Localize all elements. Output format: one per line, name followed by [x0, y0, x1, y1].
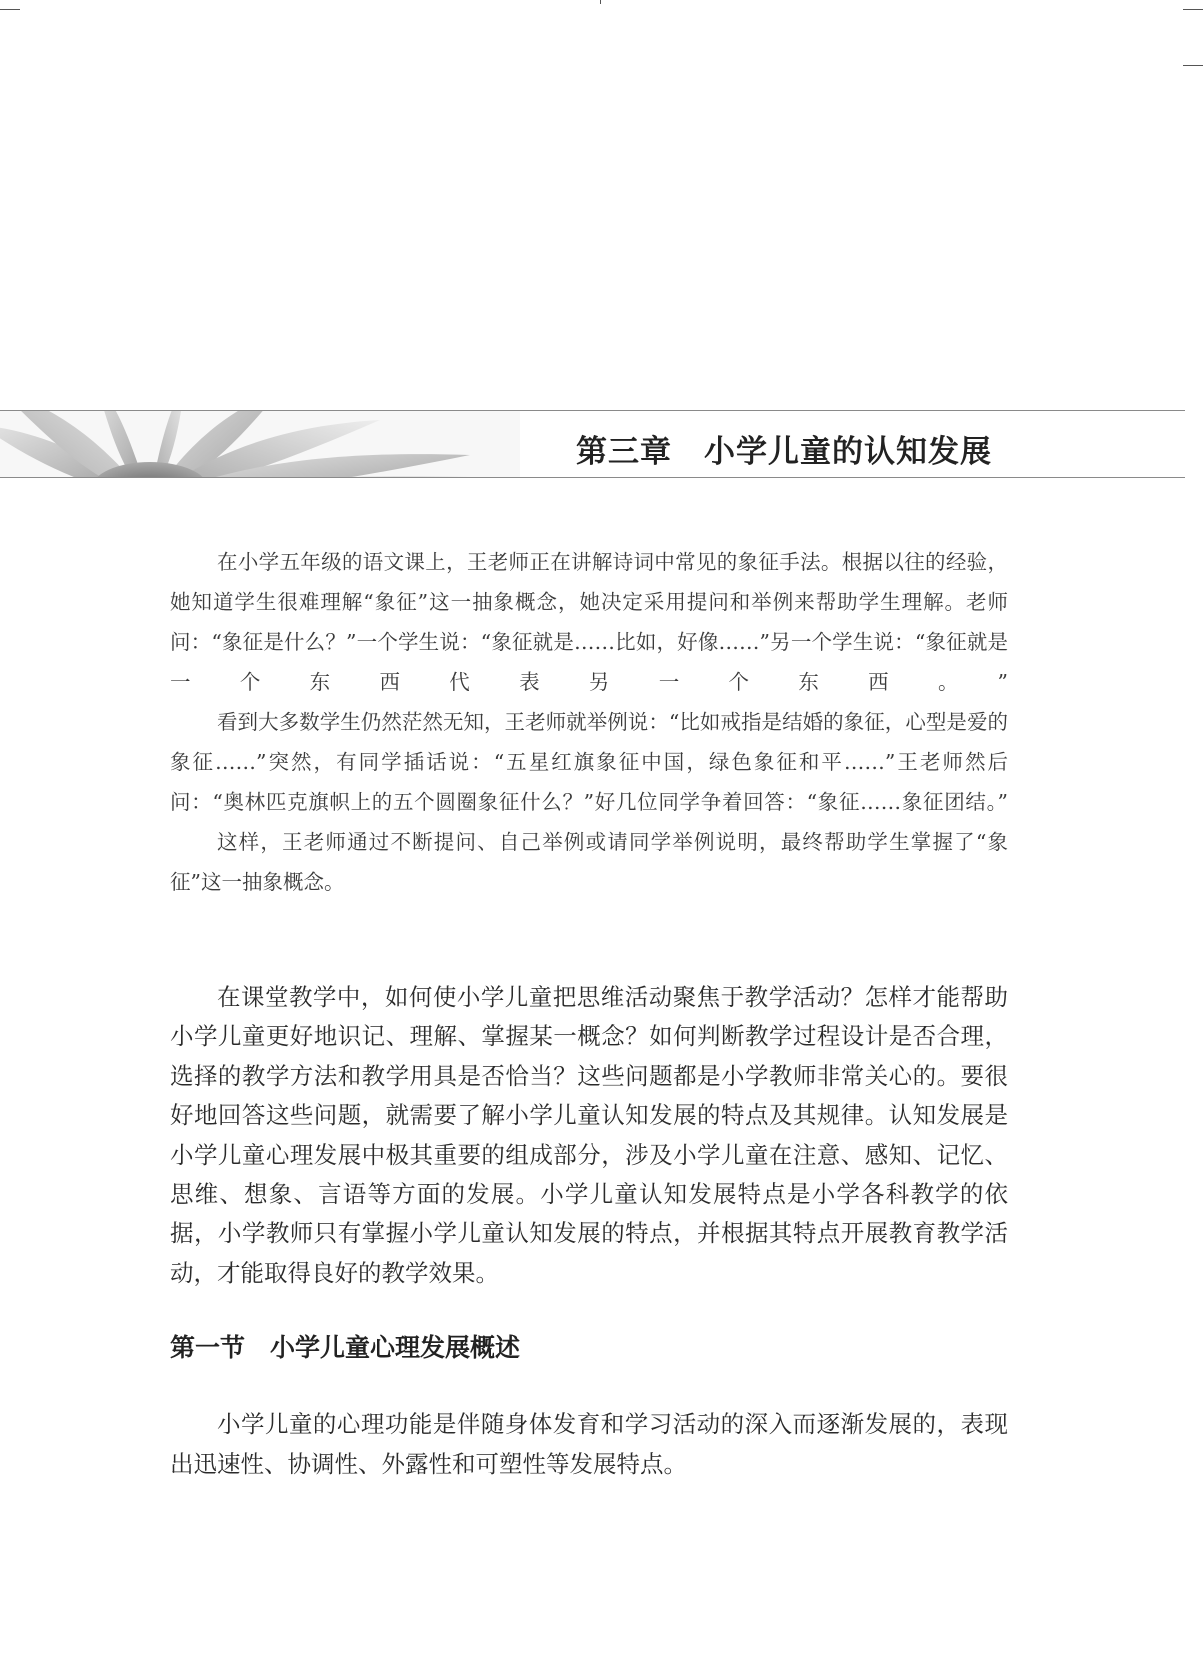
- story-paragraph-1: 在小学五年级的语文课上，王老师正在讲解诗词中常见的象征手法。根据以往的经验，她知道学生很难理解“象征”这一抽象概念，她决定采用提问和举例来帮助学生理解。老师问：“象征是什么？”一个学生说：“象征就是……比如，好像……”另一个学生说：“象征就是一个东西代表另一个东西。”: [170, 550, 1008, 694]
- section-paragraph: 小学儿童的心理功能是伴随身体发育和学习活动的深入而逐渐发展的，表现出迅速性、协调性、外露性和可塑性等发展特点。: [170, 1410, 1008, 1478]
- crop-mark-top-center: [600, 0, 601, 4]
- intro-paragraph: 在课堂教学中，如何使小学儿童把思维活动聚焦于教学活动？怎样才能帮助小学儿童更好地识记、理解、掌握某一概念？如何判断教学过程设计是否合理，选择的教学方法和教学用具是否恰当？这些问题都是小学教师非常关心的。要很好地回答这些问题，就需要了解小学儿童认知发展的特点及其规律。认知发展是小学儿童心理发展中极其重要的组成部分，涉及小学儿童在注意、感知、记忆、思维、想象、言语等方面的发展。小学儿童认知发展特点是小学各科教学的依据，小学教师只有掌握小学儿童认知发展的特点，并根据其特点开展教育教学活动，才能取得良好的教学效果。: [170, 983, 1008, 1287]
- section-body: [170, 1404, 1008, 1484]
- crop-mark-right: [1183, 65, 1203, 66]
- crop-mark-top-left: [0, 9, 20, 10]
- story-paragraph-2: 看到大多数学生仍然茫然无知，王老师就举例说：“比如戒指是结婚的象征，心型是爱的象征……”突然，有同学插话说：“五星红旗象征中国，绿色象征和平……”王老师然后问：“奥林匹克旗帜上的五个圆圈象征什么？”好几位同学争着回答：“象征……象征团结。”: [170, 710, 1008, 814]
- chapter-header-band: [0, 410, 1185, 480]
- crop-mark-top-right: [1183, 9, 1203, 10]
- chapter-intro: [170, 978, 1008, 1293]
- chapter-title: 第三章 小学儿童的认知发展: [576, 434, 992, 470]
- section-heading: 第一节 小学儿童心理发展概述: [170, 1333, 521, 1362]
- story-paragraph-3: 这样，王老师通过不断提问、自己举例或请同学举例说明，最终帮助学生掌握了“象征”这一抽象概念。: [170, 830, 1008, 894]
- flower-decoration-icon: [0, 410, 520, 478]
- case-story: [170, 542, 1008, 902]
